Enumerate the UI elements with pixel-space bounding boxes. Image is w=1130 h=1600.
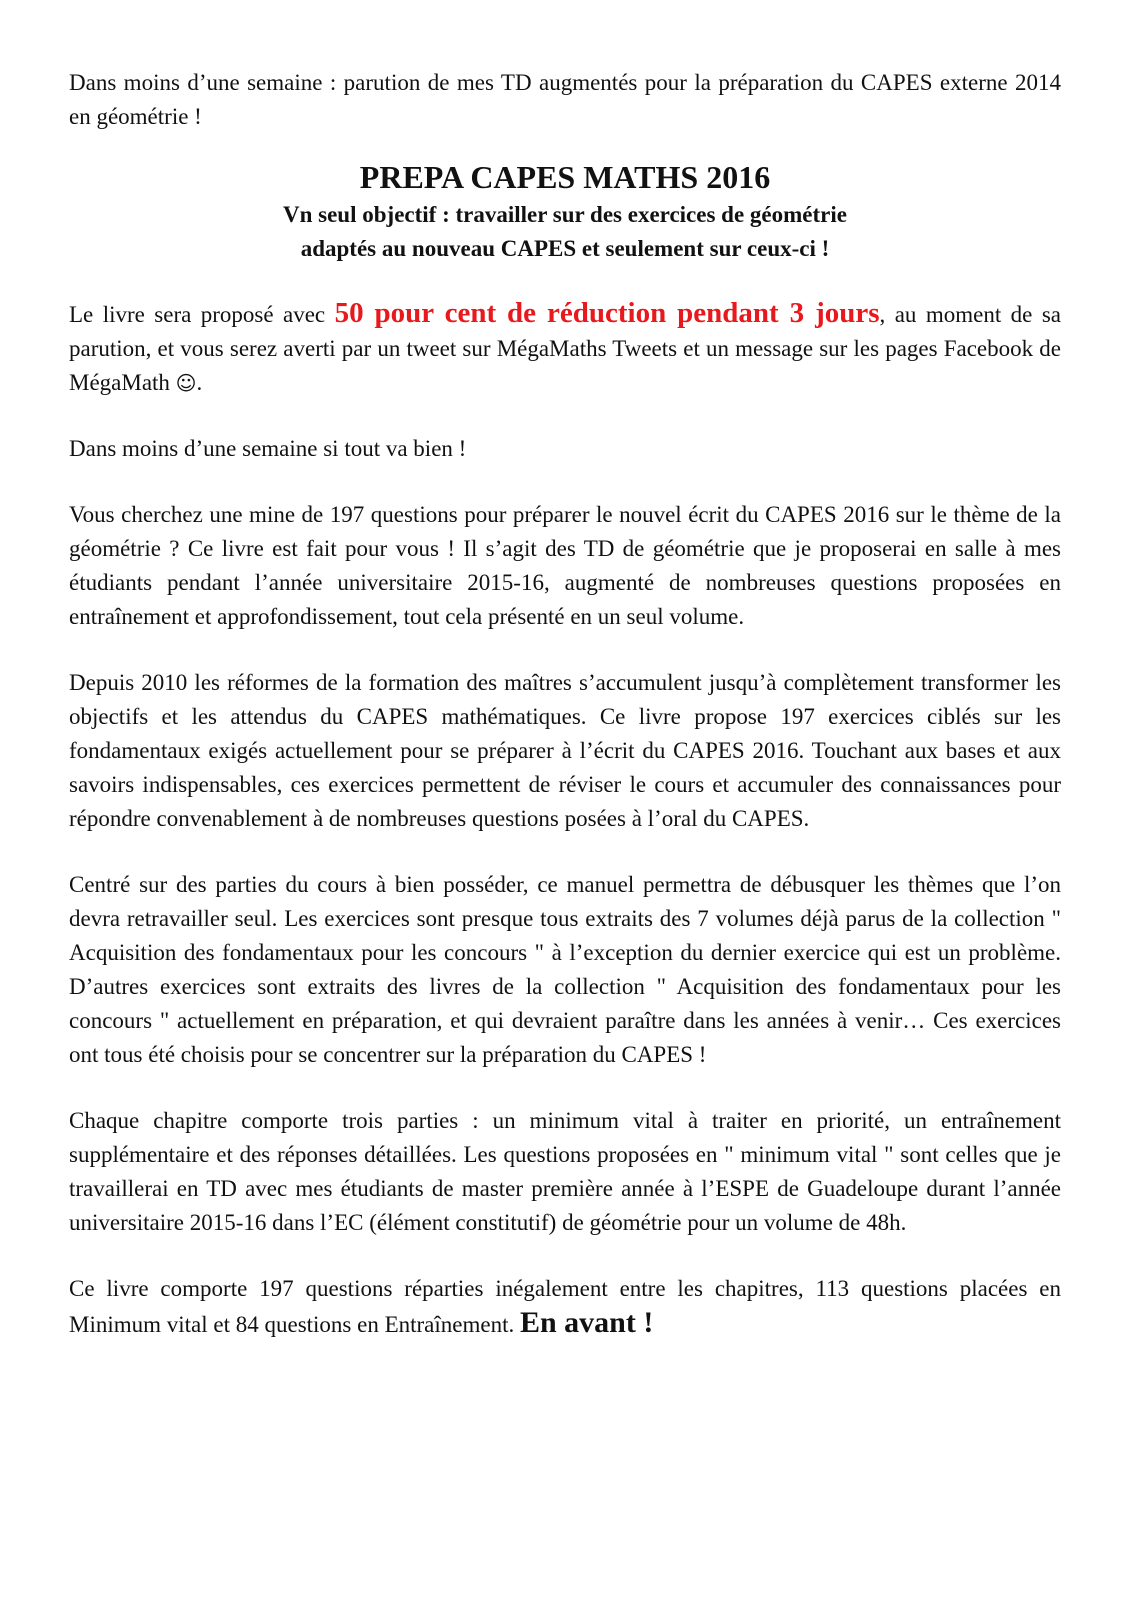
summary-text: Ce livre comporte 197 questions réparties inégalement entre les chapitres, 113 questions placées en Minimum vital et 84 questions en Entraînement. [69, 1276, 1061, 1337]
paragraph-soon: Dans moins d’une semaine si tout va bien ! [69, 436, 467, 461]
paragraph-chapters: Chaque chapitre comporte trois parties : un minimum vital à traiter en priorité, un entraînement supplémentaire et des réponses détaillées. Les questions proposées en " minimum vital " sont celles que je travaillerai en TD avec mes étudiants de master première année à l’ESPE de Guadeloupe durant l’année universitaire 2015-16 dans l’EC (élément constitutif) de géométrie pour un volume de 48h. [69, 1108, 1061, 1235]
smiley-icon: ☺ [175, 371, 197, 395]
title-block [69, 156, 1061, 266]
subtitle-line-2: adaptés au nouveau CAPES et seulement sur ceux-ci ! [300, 236, 830, 261]
discount-highlight: 50 pour cent de réduction pendant 3 jours [334, 297, 880, 329]
promo-paragraph [69, 296, 1061, 400]
paragraph-reforms: Depuis 2010 les réformes de la formation des maîtres s’accumulent jusqu’à complètement transformer les objectifs et les attendus du CAPES mathématiques. Ce livre propose 197 exercices ciblés sur les fondamentaux exigés actuellement pour se préparer à l’écrit du CAPES 2016. Touchant aux bases et aux savoirs indispensables, ces exercices permettent de réviser le cours et accumuler des connaissances pour répondre convenablement à de nombreuses questions posées à l’oral du CAPES. [69, 670, 1061, 831]
promo-text-before: Le livre sera proposé avec [69, 302, 335, 327]
document-page [69, 66, 1061, 1374]
paragraph-summary [69, 1272, 1061, 1342]
paragraph-book-intro: Vous cherchez une mine de 197 questions pour préparer le nouvel écrit du CAPES 2016 sur le thème de la géométrie ? Ce livre est fait pour vous ! Il s’agit des TD de géométrie que je proposerai en salle à mes étudiants pendant l’année universitaire 2015-16, augmenté de nombreuses questions proposées en entraînement et approfondissement, tout cela présenté en un seul volume. [69, 502, 1061, 629]
page-title: PREPA CAPES MATHS 2016 [359, 159, 771, 195]
intro-paragraph: Dans moins d’une semaine : parution de mes TD augmentés pour la préparation du CAPES externe 2014 en géométrie ! [69, 70, 1061, 129]
subtitle-line-1: Vn seul objectif : travailler sur des exercices de géométrie [283, 202, 847, 227]
promo-text-after: , au moment de sa parution, et vous serez averti par un tweet sur MégaMaths Tweets et un message sur les pages Facebook de MégaMath [69, 302, 1061, 395]
closing-exclamation: En avant ! [519, 1306, 654, 1339]
paragraph-content: Centré sur des parties du cours à bien posséder, ce manuel permettra de débusquer les thèmes que l’on devra retravailler seul. Les exercices sont presque tous extraits des 7 volumes déjà parus de la collection " Acquisition des fondamentaux pour les concours " à l’exception du dernier exercice qui est un problème. D’autres exercices sont extraits des livres de la collection " Acquisition des fondamentaux pour les concours " actuellement en préparation, et qui devraient paraître dans les années à venir… Ces exercices ont tous été choisis pour se concentrer sur la préparation du CAPES ! [69, 872, 1061, 1067]
promo-text-end: . [196, 370, 203, 395]
